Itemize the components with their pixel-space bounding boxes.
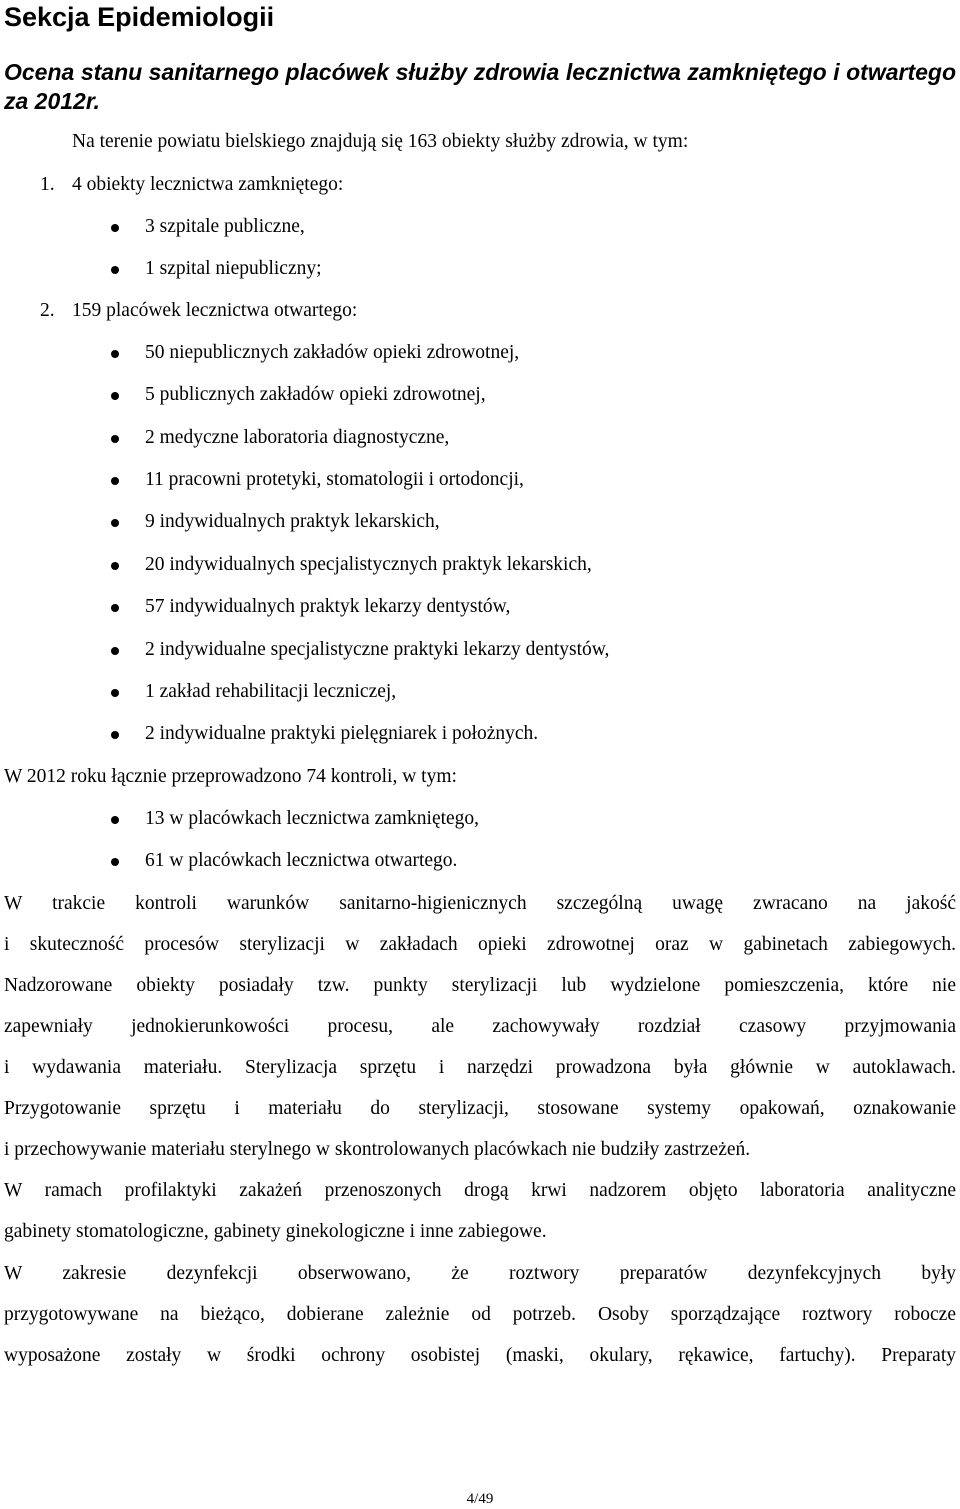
bullet-icon bbox=[111, 477, 119, 485]
list-item-number: 1. bbox=[40, 174, 55, 195]
bullet-text: 5 publicznych zakładów opieki zdrowotnej, bbox=[145, 384, 486, 405]
page-number: 4/49 bbox=[466, 1491, 494, 1507]
bullet-text: 13 w placówkach lecznictwa zamkniętego, bbox=[145, 808, 480, 829]
paragraph-line: W zakresie dezynfekcji obserwowano, że roztwory preparatów dezynfekcyjnych były bbox=[4, 1263, 956, 1284]
bullet-text: 11 pracowni protetyki, stomatologii i ortodoncji, bbox=[145, 469, 524, 490]
bullet-text: 2 indywidualne praktyki pielęgniarek i położnych. bbox=[145, 723, 539, 744]
bullet-text: 1 szpital niepubliczny; bbox=[145, 258, 322, 279]
paragraph-line: Nadzorowane obiekty posiadały tzw. punkty sterylizacji lub wydzielone pomieszczenia, które nie bbox=[4, 975, 956, 996]
paragraph-line: wyposażone zostały w środki ochrony osobistej (maski, okulary, rękawice, fartuchy). Preparaty bbox=[4, 1345, 956, 1366]
paragraph-line: i przechowywanie materiału sterylnego w skontrolowanych placówkach nie budziły zastrzeżeń. bbox=[4, 1139, 751, 1160]
bullet-text: 3 szpitale publiczne, bbox=[145, 216, 305, 237]
bullet-text: 2 medyczne laboratoria diagnostyczne, bbox=[145, 427, 450, 448]
bullet-text: 57 indywidualnych praktyk lekarzy dentystów, bbox=[145, 596, 511, 617]
bullet-text: 50 niepublicznych zakładów opieki zdrowotnej, bbox=[145, 342, 520, 363]
paragraph-line: zapewniały jednokierunkowości procesu, ale zachowywały rozdział czasowy przyjmowania bbox=[4, 1016, 956, 1037]
bullet-icon bbox=[111, 604, 119, 612]
paragraph-line: W trakcie kontroli warunków sanitarno-higienicznych szczególną uwagę zwracano na jakość bbox=[4, 893, 956, 914]
bullet-text: 20 indywidualnych specjalistycznych praktyk lekarskich, bbox=[145, 554, 592, 575]
bullet-icon bbox=[111, 350, 119, 358]
paragraph-line: i wydawania materiału. Sterylizacja sprzętu i narzędzi prowadzona była głównie w autoklawach. bbox=[4, 1057, 956, 1078]
list-item-label: 159 placówek lecznictwa otwartego: bbox=[72, 300, 358, 321]
bullet-icon bbox=[111, 689, 119, 697]
bullet-icon bbox=[111, 647, 119, 655]
bullet-icon bbox=[111, 816, 119, 824]
bullet-text: 2 indywidualne specjalistyczne praktyki lekarzy dentystów, bbox=[145, 639, 610, 660]
bullet-icon bbox=[111, 858, 119, 866]
bullet-text: 1 zakład rehabilitacji leczniczej, bbox=[145, 681, 397, 702]
paragraph-line: gabinety stomatologiczne, gabinety ginekologiczne i inne zabiegowe. bbox=[4, 1221, 547, 1242]
controls-intro: W 2012 roku łącznie przeprowadzono 74 kontroli, w tym: bbox=[4, 766, 457, 787]
paragraph-line: przygotowywane na bieżąco, dobierane zależnie od potrzeb. Osoby sporządzające roztwory robocze bbox=[4, 1304, 956, 1325]
bullet-icon bbox=[111, 224, 119, 232]
bullet-icon bbox=[111, 731, 119, 739]
bullet-icon bbox=[111, 435, 119, 443]
document-subtitle: Ocena stanu sanitarnego placówek służby zdrowia lecznictwa zamkniętego i otwartego za 2012r. bbox=[4, 59, 956, 114]
paragraph-line: W ramach profilaktyki zakażeń przenoszonych drogą krwi nadzorem objęto laboratoria analityczne bbox=[4, 1180, 956, 1201]
paragraph-line: Przygotowanie sprzętu i materiału do sterylizacji, stosowane systemy opakowań, oznakowanie bbox=[4, 1098, 956, 1119]
bullet-icon bbox=[111, 392, 119, 400]
list-item-label: 4 obiekty lecznictwa zamkniętego: bbox=[72, 174, 344, 195]
paragraph-line: i skuteczność procesów sterylizacji w zakładach opieki zdrowotnej oraz w gabinetach zabiegowych. bbox=[4, 934, 956, 955]
bullet-icon bbox=[111, 562, 119, 570]
bullet-text: 61 w placówkach lecznictwa otwartego. bbox=[145, 850, 458, 871]
bullet-icon bbox=[111, 519, 119, 527]
list-item-number: 2. bbox=[40, 300, 55, 321]
section-title: Sekcja Epidemiologii bbox=[4, 2, 275, 32]
intro-text: Na terenie powiatu bielskiego znajdują się 163 obiekty służby zdrowia, w tym: bbox=[72, 131, 689, 152]
bullet-text: 9 indywidualnych praktyk lekarskich, bbox=[145, 511, 440, 532]
bullet-icon bbox=[111, 266, 119, 274]
